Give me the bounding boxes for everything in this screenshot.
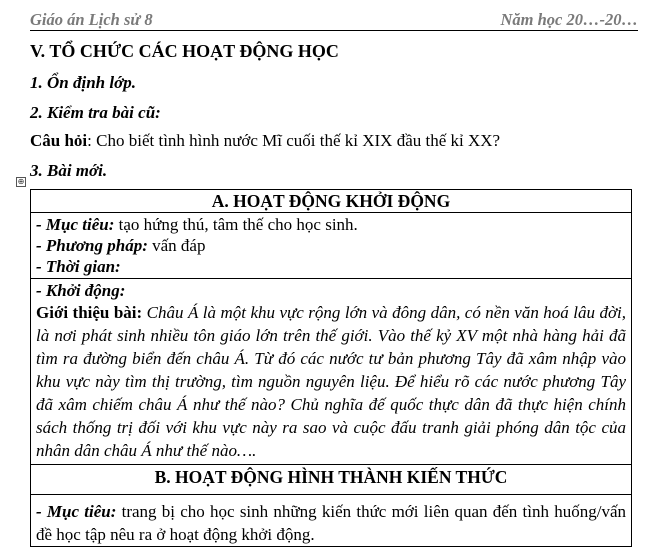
- activity-b-goal-text: trang bị cho học sinh những kiến thức mới liên quan đến tình huống/vấn đề học tập nêu ra ở hoạt động khởi động.: [36, 502, 627, 544]
- activity-a-info: [31, 213, 632, 279]
- activity-b-info-row: [31, 495, 632, 547]
- question-label: Câu hỏi: [30, 131, 88, 150]
- activity-a-title: A. HOẠT ĐỘNG KHỞI ĐỘNG: [31, 190, 632, 213]
- activity-a-intro-text: Châu Á là một khu vực rộng lớn và đông dân, có nền văn hoá lâu đời, là nơi phát sinh nhiều tôn giáo lớn trên thế giới. Vào thế kỷ XV một nhà hàng hải đã tìm ra đường biển đến châu Á. Từ đó các nước tư bản phương Tây đã xâm nhập vào khu vực này tìm thị trường, tìm nguồn nguyên liệu. Để hiểu rõ các nước phương Tây đã xâm chiếm châu Á như thế nào? Chủ nghĩa đế quốc thực dân đã thực hiện chính sách thống trị đối với khu vực này ra sao và cuộc đấu tranh giải phóng dân tộc của nhân dân châu Á như thế nào….: [36, 303, 626, 460]
- activity-a-start-label: - Khởi động:: [36, 281, 126, 300]
- step-review: 2. Kiểm tra bài cũ:: [30, 103, 161, 122]
- section-title: V. TỔ CHỨC CÁC HOẠT ĐỘNG HỌC: [30, 41, 339, 61]
- activity-b-goal-label: - Mục tiêu:: [36, 502, 117, 521]
- activity-b-info: [31, 495, 632, 547]
- activity-a-goal-text: tạo hứng thú, tâm thế cho học sinh.: [114, 215, 358, 234]
- review-question: [30, 131, 500, 151]
- header-subject: Giáo án Lịch sử 8: [30, 10, 153, 29]
- activity-b-title: B. HOẠT ĐỘNG HÌNH THÀNH KIẾN THỨC: [31, 465, 632, 495]
- activity-a-method-text: vấn đáp: [147, 236, 206, 255]
- activity-a-method: [36, 235, 626, 256]
- activity-a-goal-label: - Mục tiêu:: [36, 215, 115, 234]
- activity-a-time-label: - Thời gian:: [36, 257, 121, 276]
- step-new-lesson: 3. Bài mới.: [30, 161, 108, 180]
- activity-a-start: [31, 279, 632, 465]
- activity-a-start-row: [31, 279, 632, 465]
- activity-a-time: [36, 256, 626, 277]
- activity-a-goal: [36, 214, 626, 235]
- activity-a-intro: [36, 301, 626, 462]
- activity-a-intro-label: Giới thiệu bài:: [36, 303, 143, 322]
- header-school-year: Năm học 20…-20…: [500, 10, 638, 29]
- activity-a-title-row: [31, 190, 632, 213]
- activity-a-info-row: [31, 213, 632, 279]
- step-stabilize: 1. Ổn định lớp.: [30, 73, 136, 92]
- page-header: [30, 8, 638, 31]
- table-move-handle-icon[interactable]: ⊕: [17, 177, 25, 186]
- activity-b-title-row: [31, 465, 632, 495]
- activity-b-goal: [36, 500, 626, 546]
- question-text: : Cho biết tình hình nước Mĩ cuối thế kỉ XIX đầu thế kỉ XX?: [87, 131, 501, 150]
- lesson-activity-table: [30, 189, 632, 547]
- activity-a-method-label: - Phương pháp:: [36, 236, 148, 255]
